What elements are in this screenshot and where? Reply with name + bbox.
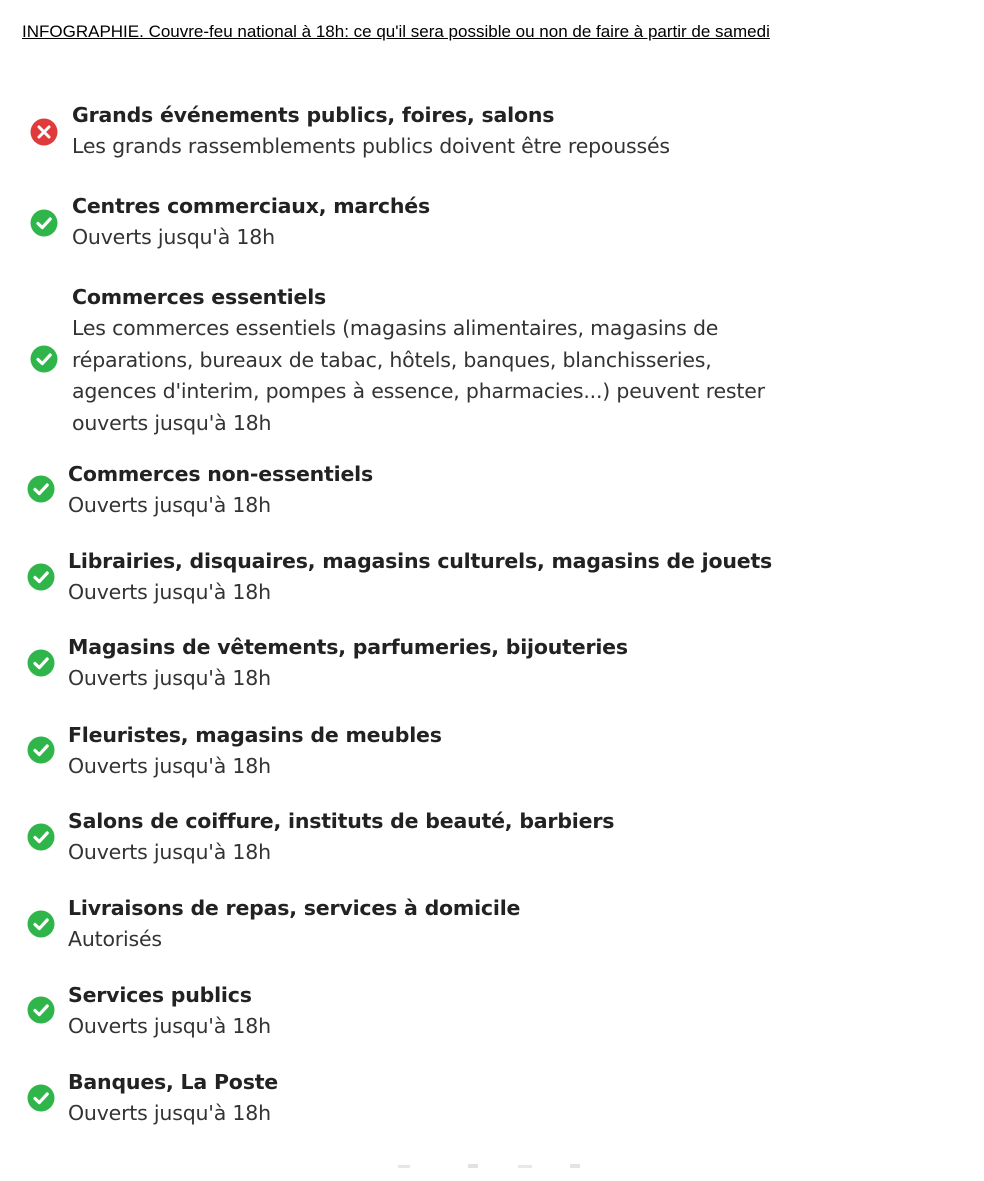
item-title: Centres commerciaux, marchés bbox=[72, 194, 430, 218]
check-circle-icon bbox=[30, 345, 58, 373]
item-title: Salons de coiffure, instituts de beauté, barbiers bbox=[68, 809, 615, 833]
item-title: Commerces non-essentiels bbox=[68, 462, 374, 486]
item-title: Services publics bbox=[68, 983, 252, 1007]
item-description: Les grands rassemblements publics doivent être repoussés bbox=[72, 134, 670, 158]
check-circle-icon bbox=[27, 649, 55, 677]
item-description: Ouverts jusqu'à 18h bbox=[68, 666, 271, 690]
item-description: Ouverts jusqu'à 18h bbox=[68, 1101, 271, 1125]
item-description: Ouverts jusqu'à 18h bbox=[68, 754, 271, 778]
check-circle-icon bbox=[30, 209, 58, 237]
check-circle-icon bbox=[27, 736, 55, 764]
item-description: Autorisés bbox=[68, 927, 162, 951]
cross-circle-icon bbox=[30, 118, 58, 146]
item-title: Livraisons de repas, services à domicile bbox=[68, 896, 521, 920]
item-description: Ouverts jusqu'à 18h bbox=[68, 840, 271, 864]
item-description: Ouverts jusqu'à 18h bbox=[68, 580, 271, 604]
item-title: Fleuristes, magasins de meubles bbox=[68, 723, 442, 747]
cropped-text-remnant bbox=[398, 1163, 588, 1169]
item-description: Ouverts jusqu'à 18h bbox=[68, 1014, 271, 1038]
check-circle-icon bbox=[27, 475, 55, 503]
check-circle-icon bbox=[27, 910, 55, 938]
item-description: Ouverts jusqu'à 18h bbox=[68, 493, 271, 517]
item-title: Magasins de vêtements, parfumeries, bijouteries bbox=[68, 635, 628, 659]
item-title: Grands événements publics, foires, salons bbox=[72, 103, 555, 127]
check-circle-icon bbox=[27, 1084, 55, 1112]
item-title: Banques, La Poste bbox=[68, 1070, 278, 1094]
article-link[interactable]: INFOGRAPHIE. Couvre-feu national à 18h: ce qu'il sera possible ou non de faire à partir de samedi bbox=[22, 22, 770, 41]
check-circle-icon bbox=[27, 563, 55, 591]
item-description: Les commerces essentiels (magasins alimentaires, magasins de réparations, bureaux de tabac, hôtels, banques, blanchisseries, agences d'interim, pompes à essence, pharmacies...) peuvent rester ouverts jusqu'à 18h bbox=[72, 316, 765, 435]
check-circle-icon bbox=[27, 823, 55, 851]
check-circle-icon bbox=[27, 996, 55, 1024]
item-description: Ouverts jusqu'à 18h bbox=[72, 225, 275, 249]
item-title: Librairies, disquaires, magasins culturels, magasins de jouets bbox=[68, 549, 773, 573]
item-title: Commerces essentiels bbox=[72, 285, 327, 309]
